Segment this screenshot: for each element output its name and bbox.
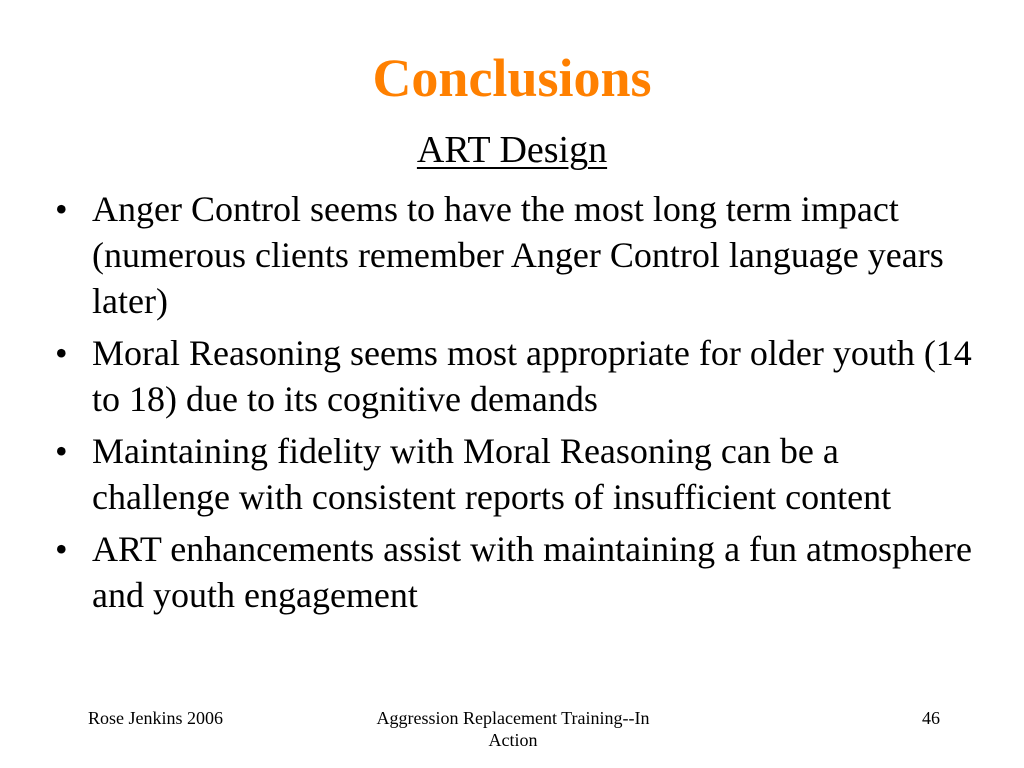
footer-author: Rose Jenkins 2006: [88, 708, 223, 728]
bullet-icon: •: [55, 189, 68, 229]
bullet-icon: •: [55, 333, 68, 373]
bullet-list: [55, 186, 975, 624]
footer-presentation-title: Aggression Replacement Training--In Action: [376, 708, 650, 750]
bullet-text: Moral Reasoning seems most appropriate for older youth (14 to 18) due to its cognitive demands: [92, 333, 972, 419]
bullet-icon: •: [55, 431, 68, 471]
slide-title: Conclusions: [372, 48, 652, 108]
bullet-text: ART enhancements assist with maintaining a fun atmosphere and youth engagement: [92, 529, 972, 615]
bullet-item: [55, 526, 975, 618]
bullet-icon: •: [55, 529, 68, 569]
bullet-item: [55, 428, 975, 520]
slide-number: 46: [922, 708, 940, 728]
bullet-text: Maintaining fidelity with Moral Reasoning can be a challenge with consistent reports of insufficient content: [92, 431, 892, 517]
bullet-text: Anger Control seems to have the most long term impact (numerous clients remember Anger Control language years later): [92, 189, 944, 321]
slide-subtitle: ART Design: [416, 129, 608, 171]
bullet-item: [55, 186, 975, 324]
bullet-item: [55, 330, 975, 422]
